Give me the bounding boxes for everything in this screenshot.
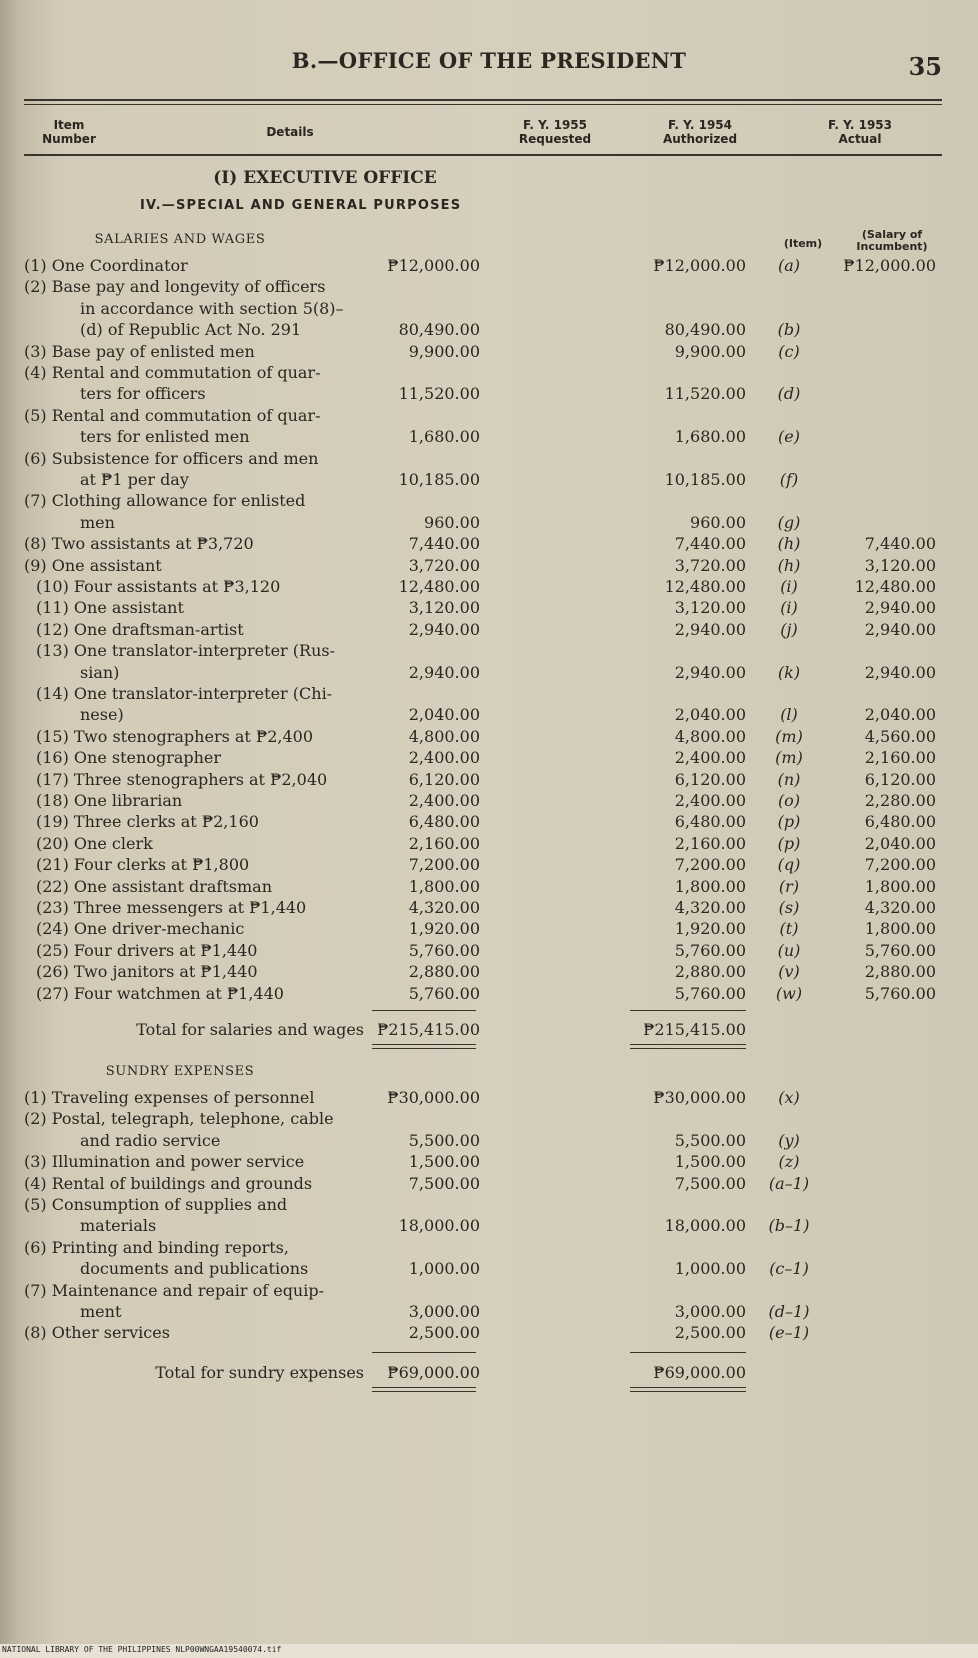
- row-detail: (7) Clothing allowance for enlisted: [24, 491, 306, 511]
- authorized-amount: 2,400.00: [674, 748, 746, 768]
- requested-amount: 3,000.00: [408, 1302, 480, 1321]
- incumbent-salary: 4,560.00: [864, 726, 936, 746]
- item-letter: (q): [777, 855, 801, 875]
- row-detail: (26) Two janitors at ₱1,440: [36, 962, 258, 982]
- row-detail: (6) Subsistence for officers and men: [24, 448, 319, 468]
- requested-amount: ₱12,000.00: [387, 256, 480, 275]
- requested-amount: 2,040.00: [408, 705, 480, 725]
- column-header-fy1954: F. Y. 1954 Authorized: [662, 118, 738, 146]
- section-title: (I) EXECUTIVE OFFICE: [213, 168, 437, 188]
- column-header-item-number: Item Number: [42, 118, 96, 146]
- sum-rule-requested: [372, 1352, 476, 1353]
- sundry-total-authorized: ₱69,000.00: [653, 1362, 746, 1382]
- row-detail-continuation: ters for enlisted men: [80, 427, 250, 447]
- item-letter: (l): [780, 705, 798, 725]
- incumbent-salary: 2,880.00: [864, 962, 936, 982]
- item-letter: (v): [778, 962, 800, 982]
- row-detail: (12) One draftsman-artist: [36, 619, 244, 639]
- incumbent-salary: 7,200.00: [864, 855, 936, 875]
- row-detail: (13) One translator-interpreter (Rus-: [36, 641, 335, 661]
- column-header-fy1953: F. Y. 1953 Actual: [827, 118, 892, 146]
- authorized-amount: 11,520.00: [664, 384, 746, 404]
- row-detail-continuation: in accordance with section 5(8)–: [80, 298, 344, 318]
- column-header-details: Details: [266, 125, 314, 139]
- authorized-amount: ₱12,000.00: [653, 256, 746, 275]
- requested-amount: 1,500.00: [408, 1152, 480, 1172]
- authorized-amount: 2,040.00: [674, 705, 746, 725]
- authorized-amount: 1,680.00: [674, 427, 746, 447]
- item-letter: (x): [778, 1088, 800, 1107]
- requested-amount: 2,940.00: [408, 662, 480, 682]
- authorized-amount: 4,800.00: [674, 726, 746, 746]
- row-detail: (11) One assistant: [36, 598, 184, 618]
- authorized-amount: 12,480.00: [664, 577, 746, 596]
- row-detail: (10) Four assistants at ₱3,120: [36, 577, 281, 596]
- authorized-amount: 18,000.00: [664, 1216, 746, 1236]
- incumbent-salary: 1,800.00: [864, 876, 936, 896]
- incumbent-salary: 3,120.00: [864, 555, 936, 575]
- item-letter: (u): [777, 940, 801, 960]
- requested-amount: 4,320.00: [408, 898, 480, 917]
- row-detail-continuation: documents and publications: [80, 1259, 309, 1279]
- authorized-amount: 5,760.00: [674, 940, 746, 960]
- requested-amount: 3,120.00: [408, 598, 480, 618]
- header-rule-bottom: [24, 154, 942, 156]
- requested-amount: 1,680.00: [408, 427, 480, 447]
- row-detail-continuation: and radio service: [80, 1130, 221, 1150]
- item-letter: (h): [777, 534, 801, 554]
- row-detail: (6) Printing and binding reports,: [24, 1237, 289, 1257]
- requested-amount: 3,720.00: [408, 555, 480, 575]
- authorized-amount: 2,880.00: [674, 962, 746, 982]
- scan-source-label: NATIONAL LIBRARY OF THE PHILIPPINES NLP00WNGAA19540074.tif: [2, 1645, 282, 1654]
- row-detail: (18) One librarian: [36, 791, 183, 810]
- double-rule-requested: [372, 1044, 476, 1049]
- item-letter: (c): [778, 341, 800, 361]
- requested-amount: 7,200.00: [408, 855, 480, 875]
- incumbent-salary: 12,480.00: [854, 577, 936, 596]
- authorized-amount: 80,490.00: [664, 320, 746, 340]
- incumbent-salary: 7,440.00: [864, 534, 936, 554]
- authorized-amount: 6,120.00: [674, 769, 746, 789]
- requested-amount: 6,480.00: [408, 812, 480, 832]
- item-letter: (m): [775, 726, 803, 746]
- authorized-amount: 960.00: [690, 512, 746, 532]
- authorized-amount: 1,000.00: [674, 1259, 746, 1279]
- incumbent-salary: 2,940.00: [864, 598, 936, 618]
- row-detail: (3) Illumination and power service: [24, 1152, 305, 1172]
- item-letter: (r): [778, 876, 800, 896]
- incumbent-salary: 6,120.00: [864, 769, 936, 789]
- row-detail: (16) One stenographer: [36, 748, 222, 768]
- requested-amount: 4,800.00: [408, 726, 480, 746]
- salaries-total-authorized: ₱215,415.00: [643, 1020, 746, 1039]
- authorized-amount: 2,400.00: [674, 791, 746, 810]
- item-letter: (a–1): [768, 1173, 810, 1193]
- requested-amount: 80,490.00: [398, 320, 480, 340]
- row-detail: (3) Base pay of enlisted men: [24, 341, 255, 361]
- authorized-amount: 6,480.00: [674, 812, 746, 832]
- row-detail: (8) Two assistants at ₱3,720: [24, 534, 254, 554]
- sundry-total-label: Total for sundry expenses: [155, 1362, 364, 1382]
- header-rule-top: [24, 99, 942, 101]
- requested-amount: 5,760.00: [408, 940, 480, 960]
- page-title: B.—OFFICE OF THE PRESIDENT: [291, 48, 687, 73]
- row-detail: (8) Other services: [24, 1323, 170, 1343]
- requested-amount: 6,120.00: [408, 769, 480, 789]
- item-letter: (w): [775, 983, 803, 1003]
- row-detail: (22) One assistant draftsman: [36, 876, 272, 896]
- row-detail: (25) Four drivers at ₱1,440: [36, 940, 258, 960]
- requested-amount: 2,160.00: [408, 833, 480, 853]
- incumbent-salary: 6,480.00: [864, 812, 936, 832]
- authorized-amount: 5,500.00: [674, 1130, 746, 1150]
- row-detail: (2) Base pay and longevity of officers: [24, 277, 326, 297]
- row-detail-continuation: ment: [80, 1302, 122, 1321]
- item-letter: (j): [780, 619, 798, 639]
- incumbent-salary: 2,160.00: [864, 748, 936, 768]
- sum-rule-requested: [372, 1010, 476, 1011]
- authorized-amount: 7,200.00: [674, 855, 746, 875]
- row-detail: (9) One assistant: [24, 555, 162, 575]
- sundry-group-title: SUNDRY EXPENSES: [105, 1064, 255, 1079]
- incumbent-salary: 2,280.00: [864, 791, 936, 810]
- requested-amount: 1,800.00: [408, 876, 480, 896]
- authorized-amount: 1,800.00: [674, 876, 746, 896]
- row-detail: (5) Consumption of supplies and: [24, 1195, 288, 1214]
- authorized-amount: 10,185.00: [664, 470, 746, 489]
- row-detail-continuation: ters for officers: [80, 384, 206, 404]
- item-letter: (h): [777, 555, 801, 575]
- item-letter: (i): [780, 577, 798, 596]
- authorized-amount: 1,920.00: [674, 919, 746, 939]
- incumbent-salary: 2,940.00: [864, 662, 936, 682]
- item-letter: (e–1): [768, 1323, 810, 1343]
- requested-amount: 11,520.00: [398, 384, 480, 404]
- column-header-item-sub: (Item): [783, 237, 823, 250]
- authorized-amount: 2,940.00: [674, 662, 746, 682]
- authorized-amount: 9,900.00: [674, 341, 746, 361]
- item-letter: (f): [779, 470, 799, 489]
- row-detail-continuation: (d) of Republic Act No. 291: [80, 320, 302, 340]
- section-subtitle: IV.—SPECIAL AND GENERAL PURPOSES: [140, 198, 462, 213]
- requested-amount: 7,500.00: [408, 1173, 480, 1193]
- item-letter: (d): [777, 384, 801, 404]
- authorized-amount: 4,320.00: [674, 898, 746, 917]
- authorized-amount: 2,500.00: [674, 1323, 746, 1343]
- requested-amount: 5,760.00: [408, 983, 480, 1003]
- authorized-amount: 2,940.00: [674, 619, 746, 639]
- double-rule-authorized: [630, 1387, 746, 1392]
- item-letter: (b–1): [768, 1216, 810, 1236]
- item-letter: (i): [780, 598, 798, 618]
- row-detail: (15) Two stenographers at ₱2,400: [36, 726, 314, 746]
- item-letter: (p): [777, 833, 801, 853]
- requested-amount: 10,185.00: [398, 470, 480, 489]
- incumbent-salary: 2,040.00: [864, 833, 936, 853]
- item-letter: (p): [777, 812, 801, 832]
- requested-amount: ₱30,000.00: [387, 1088, 480, 1107]
- salaries-total-requested: ₱215,415.00: [377, 1020, 480, 1039]
- row-detail-continuation: at ₱1 per day: [80, 470, 189, 489]
- row-detail: (2) Postal, telegraph, telephone, cable: [24, 1109, 334, 1129]
- item-letter: (s): [778, 898, 800, 917]
- incumbent-salary: ₱12,000.00: [843, 256, 936, 275]
- requested-amount: 2,880.00: [408, 962, 480, 982]
- requested-amount: 2,400.00: [408, 791, 480, 810]
- requested-amount: 1,000.00: [408, 1259, 480, 1279]
- column-header-salary-sub: (Salary of Incumbent): [856, 228, 928, 253]
- row-detail-continuation: men: [80, 512, 115, 532]
- row-detail-continuation: materials: [80, 1216, 157, 1236]
- item-letter: (n): [777, 769, 801, 789]
- authorized-amount: 7,440.00: [674, 534, 746, 554]
- incumbent-salary: 1,800.00: [864, 919, 936, 939]
- requested-amount: 18,000.00: [398, 1216, 480, 1236]
- authorized-amount: 3,720.00: [674, 555, 746, 575]
- authorized-amount: 2,160.00: [674, 833, 746, 853]
- row-detail: (20) One clerk: [36, 833, 153, 853]
- authorized-amount: 3,120.00: [674, 598, 746, 618]
- page-number: 35: [908, 52, 942, 81]
- requested-amount: 2,940.00: [408, 619, 480, 639]
- item-letter: (z): [778, 1152, 800, 1172]
- requested-amount: 9,900.00: [408, 341, 480, 361]
- authorized-amount: 7,500.00: [674, 1173, 746, 1193]
- requested-amount: 960.00: [424, 512, 480, 532]
- row-detail-continuation: nese): [80, 705, 124, 725]
- row-detail: (7) Maintenance and repair of equip-: [24, 1280, 324, 1300]
- double-rule-requested: [372, 1387, 476, 1392]
- sundry-total-requested: ₱69,000.00: [387, 1362, 480, 1382]
- item-letter: (d–1): [768, 1302, 810, 1321]
- requested-amount: 2,400.00: [408, 748, 480, 768]
- row-detail: (14) One translator-interpreter (Chi-: [36, 684, 333, 703]
- row-detail: (1) Traveling expenses of personnel: [24, 1088, 315, 1107]
- incumbent-salary: 4,320.00: [864, 898, 936, 917]
- authorized-amount: 1,500.00: [674, 1152, 746, 1172]
- header-rule-second: [24, 104, 942, 105]
- requested-amount: 7,440.00: [408, 534, 480, 554]
- salaries-total-label: Total for salaries and wages: [136, 1020, 364, 1039]
- authorized-amount: 3,000.00: [674, 1302, 746, 1321]
- double-rule-authorized: [630, 1044, 746, 1049]
- salaries-group-title: SALARIES AND WAGES: [94, 232, 266, 247]
- requested-amount: 2,500.00: [408, 1323, 480, 1343]
- incumbent-salary: 5,760.00: [864, 940, 936, 960]
- row-detail: (1) One Coordinator: [24, 256, 188, 275]
- row-detail: (23) Three messengers at ₱1,440: [36, 898, 307, 917]
- row-detail: (27) Four watchmen at ₱1,440: [36, 983, 284, 1003]
- item-letter: (m): [775, 748, 803, 768]
- item-letter: (y): [778, 1130, 800, 1150]
- incumbent-salary: 2,040.00: [864, 705, 936, 725]
- incumbent-salary: 2,940.00: [864, 619, 936, 639]
- item-letter: (o): [777, 791, 801, 810]
- row-detail: (24) One driver-mechanic: [36, 919, 245, 939]
- item-letter: (e): [778, 427, 800, 447]
- requested-amount: 12,480.00: [398, 577, 480, 596]
- sum-rule-authorized: [630, 1010, 746, 1011]
- row-detail: (17) Three stenographers at ₱2,040: [36, 769, 328, 789]
- row-detail: (21) Four clerks at ₱1,800: [36, 855, 250, 875]
- item-letter: (a): [777, 256, 801, 275]
- item-letter: (b): [777, 320, 801, 340]
- item-letter: (k): [777, 662, 801, 682]
- row-detail: (4) Rental of buildings and grounds: [24, 1173, 313, 1193]
- item-letter: (c–1): [769, 1259, 809, 1279]
- column-header-fy1955: F. Y. 1955 Requested: [518, 118, 592, 146]
- sum-rule-authorized: [630, 1352, 746, 1353]
- item-letter: (t): [779, 919, 799, 939]
- row-detail-continuation: sian): [80, 662, 120, 682]
- authorized-amount: 5,760.00: [674, 983, 746, 1003]
- requested-amount: 5,500.00: [408, 1130, 480, 1150]
- row-detail: (19) Three clerks at ₱2,160: [36, 812, 259, 832]
- requested-amount: 1,920.00: [408, 919, 480, 939]
- row-detail: (5) Rental and commutation of quar-: [24, 405, 321, 425]
- incumbent-salary: 5,760.00: [864, 983, 936, 1003]
- row-detail: (4) Rental and commutation of quar-: [24, 363, 321, 382]
- item-letter: (g): [777, 512, 801, 532]
- authorized-amount: ₱30,000.00: [653, 1088, 746, 1107]
